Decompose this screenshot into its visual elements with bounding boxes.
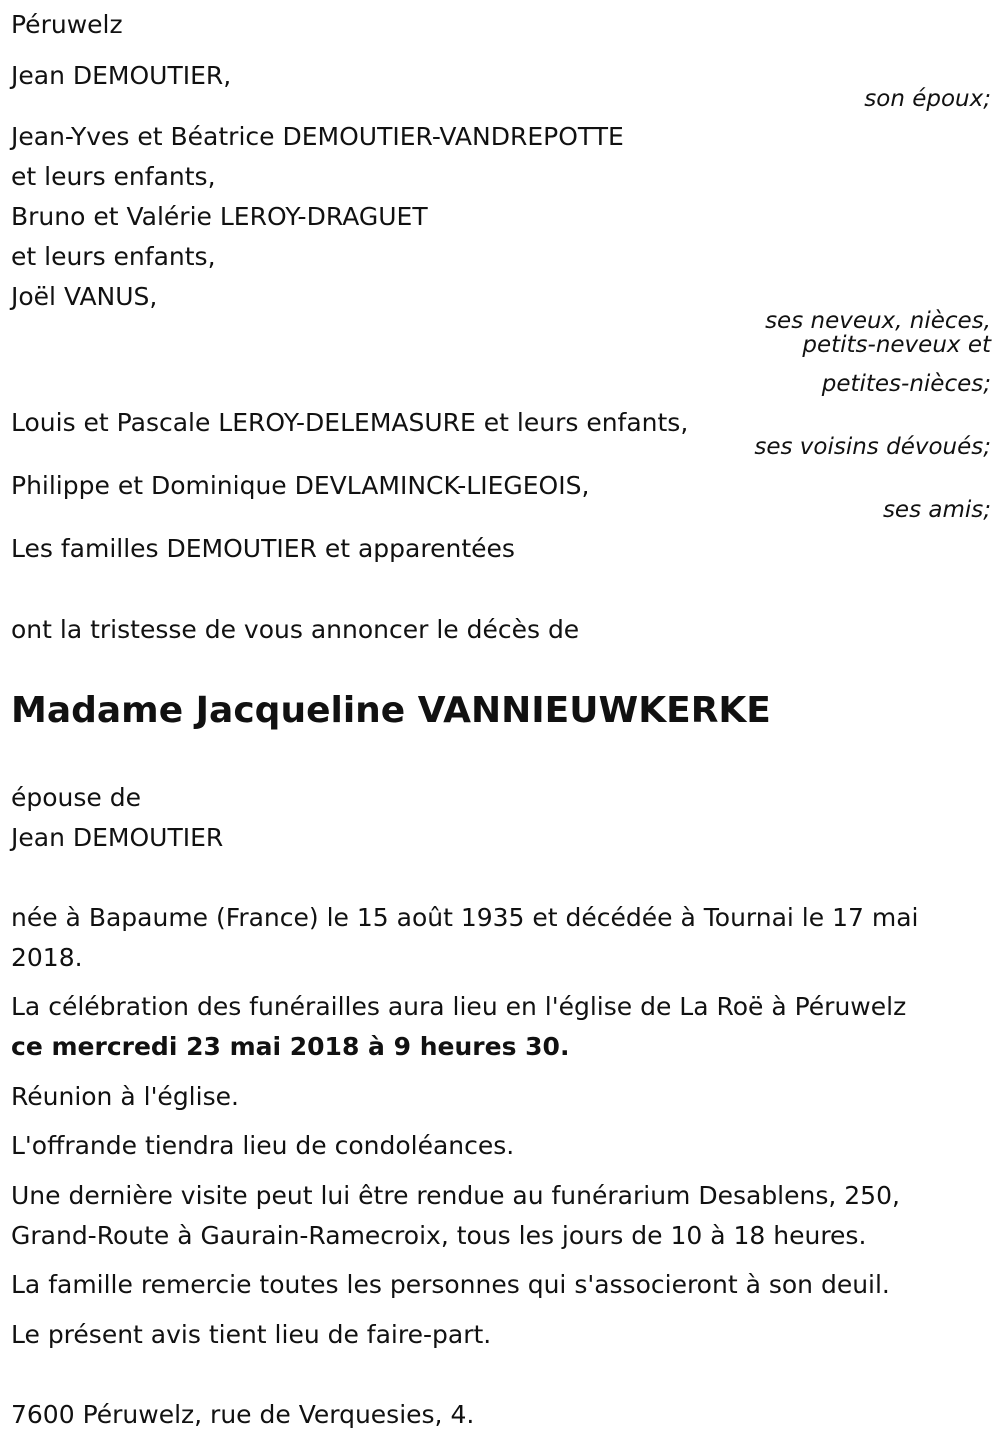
nephew-line-5: Joël VANUS, — [11, 282, 158, 311]
neighbors-line: Louis et Pascale LEROY-DELEMASURE et leurs enfants, — [11, 408, 689, 437]
funeral-paragraph — [11, 987, 986, 1067]
nephews-role-line-3: petites-nièces; — [821, 371, 991, 397]
offering-paragraph: L'offrande tiendra lieu de condoléances. — [11, 1131, 515, 1160]
nephew-line-2: et leurs enfants, — [11, 162, 216, 191]
nephews-role-line-2: petits-neveux et — [802, 332, 991, 358]
families-line: Les familles DEMOUTIER et apparentées — [11, 534, 515, 563]
deceased-name: Madame Jacqueline VANNIEUWKERKE — [11, 690, 771, 731]
friends-role: ses amis; — [882, 497, 991, 523]
announcement-intro: ont la tristesse de vous annoncer le décès de — [11, 615, 580, 644]
notice-paragraph: Le présent avis tient lieu de faire-part. — [11, 1320, 492, 1349]
birth-death-paragraph: née à Bapaume (France) le 15 août 1935 et décédée à Tournai le 17 mai 2018. — [11, 903, 919, 972]
funeral-date: ce mercredi 23 mai 2018 à 9 heures 30. — [11, 1032, 570, 1061]
spouse-full-name: Jean DEMOUTIER — [11, 823, 224, 852]
address-line: 7600 Péruwelz, rue de Verquesies, 4. — [11, 1400, 475, 1429]
nephew-line-3: Bruno et Valérie LEROY-DRAGUET — [11, 202, 428, 231]
friends-line: Philippe et Dominique DEVLAMINCK-LIEGEOIS, — [11, 471, 590, 500]
nephew-line-4: et leurs enfants, — [11, 242, 216, 271]
nephews-role-line-1: ses neveux, nièces, — [765, 308, 991, 334]
city-header: Péruwelz — [11, 10, 123, 39]
thanks-paragraph: La famille remercie toutes les personnes qui s'associeront à son deuil. — [11, 1270, 890, 1299]
funeral-text: La célébration des funérailles aura lieu en l'église de La Roë à Péruwelz — [11, 992, 907, 1021]
spouse-role: son époux; — [864, 86, 991, 112]
neighbors-role: ses voisins dévoués; — [754, 434, 991, 460]
spouse-label: épouse de — [11, 783, 141, 812]
visit-paragraph: Une dernière visite peut lui être rendue au funérarium Desablens, 250, Grand-Route à Gaurain-Ramecroix, tous les jours de 10 à 18 heures. — [11, 1181, 900, 1250]
nephew-line-1: Jean-Yves et Béatrice DEMOUTIER-VANDREPOTTE — [11, 122, 624, 151]
spouse-name: Jean DEMOUTIER, — [11, 61, 232, 90]
meeting-paragraph: Réunion à l'église. — [11, 1082, 239, 1111]
